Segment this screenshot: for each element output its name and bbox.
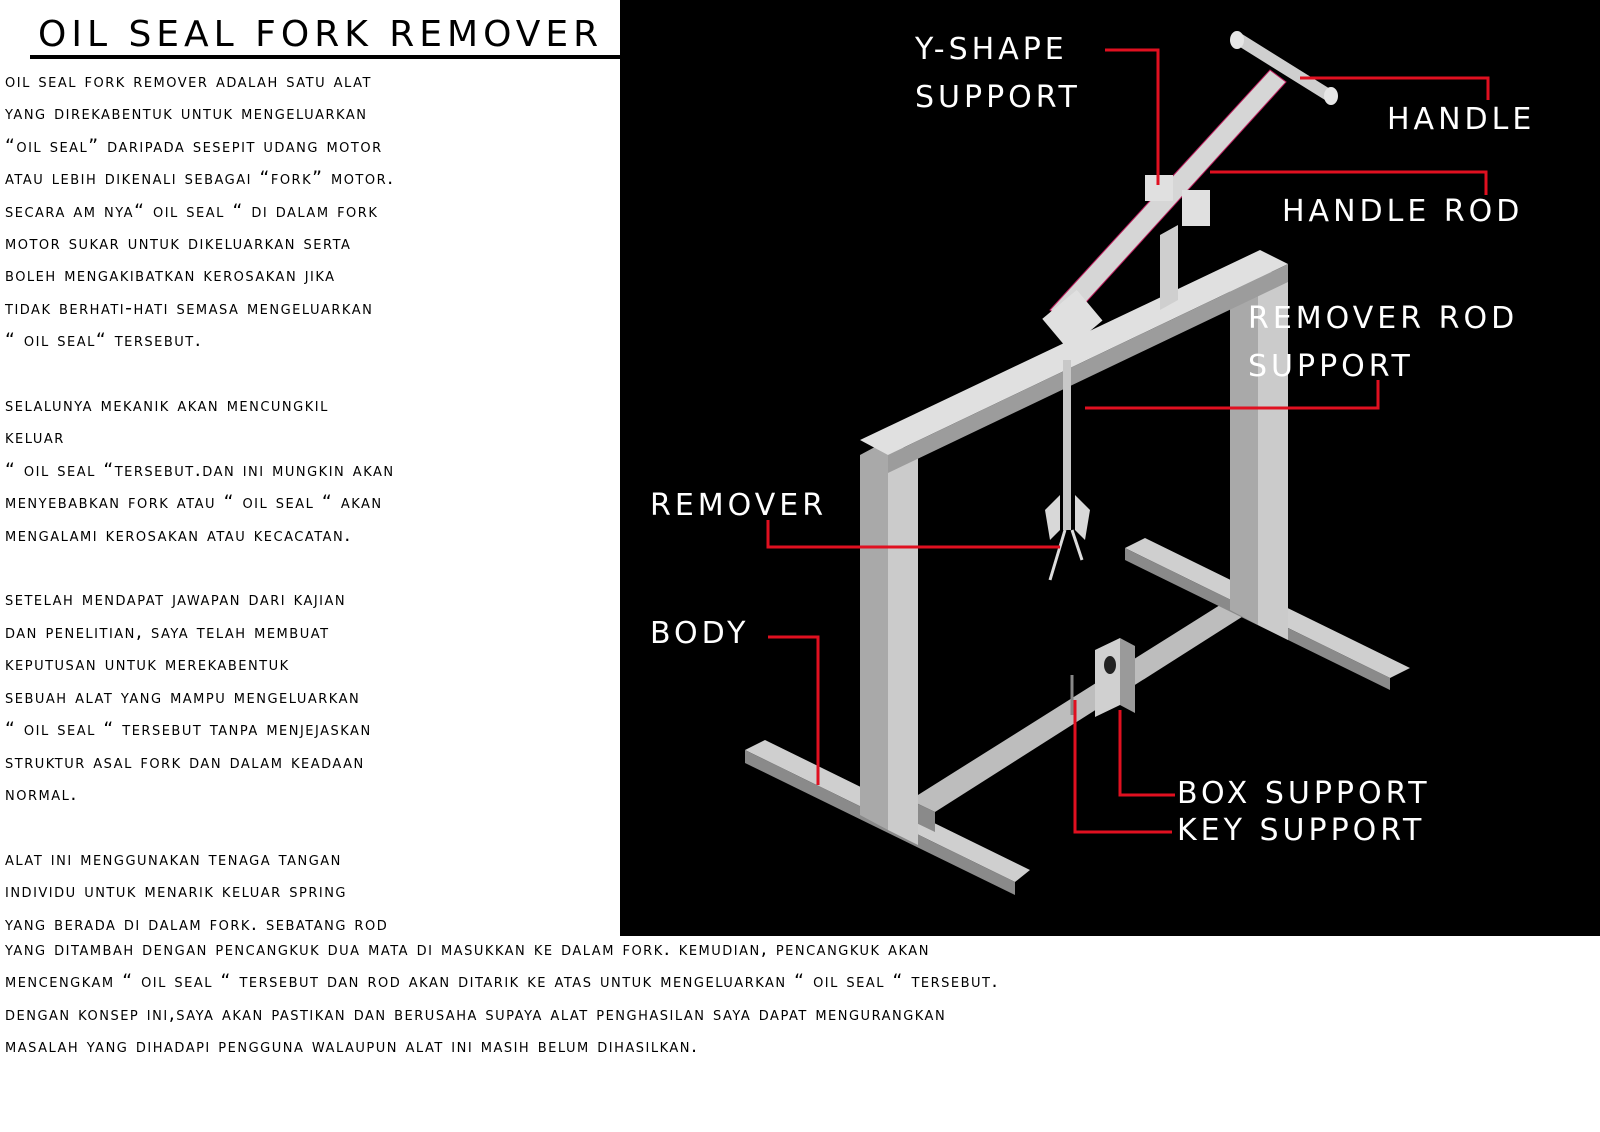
hook-right — [1075, 495, 1090, 540]
text-line: “ oil seal“ tersebut. — [5, 329, 203, 352]
leader-key-support — [1075, 700, 1172, 832]
label-body: BODY — [650, 616, 750, 651]
box-support-side — [1120, 638, 1135, 713]
y-support-head-2 — [1182, 190, 1210, 226]
paragraph-1 — [5, 65, 620, 357]
box-support-hole — [1104, 656, 1116, 674]
text-line: “ oil seal “ tersebut tanpa menjejaskan — [5, 718, 372, 741]
text-line: keputusan untuk merekabentuk — [5, 653, 290, 676]
text-line: alat ini menggunakan tenaga tangan — [5, 847, 342, 870]
text-line: yang direkabentuk untuk mengeluarkan — [5, 102, 368, 125]
label-key-support: KEY SUPPORT — [1177, 813, 1426, 848]
text-line: dengan konsep ini,saya akan pastikan dan berusaha supaya alat penghasilan saya dapat mengurangkan — [5, 1002, 947, 1025]
paragraph-4 — [5, 843, 620, 940]
leader-box-support — [1120, 710, 1175, 795]
label-line: SUPPORT — [1248, 349, 1414, 384]
text-line: individu untuk menarik keluar spring — [5, 880, 348, 903]
label-box-support: BOX SUPPORT — [1177, 776, 1431, 811]
text-line: yang berada di dalam fork. sebatang rod — [5, 912, 389, 935]
label-remover: REMOVER — [650, 488, 828, 523]
label-handle-rod: HANDLE ROD — [1282, 194, 1524, 229]
continuation-text — [5, 933, 1600, 1063]
label-line: REMOVER ROD — [1248, 301, 1519, 336]
post — [1160, 225, 1178, 310]
text-line: “ oil seal “tersebut.dan ini mungkin akan — [5, 458, 395, 481]
left-upright-side — [860, 440, 888, 830]
diagram-panel — [620, 0, 1600, 936]
label-line: SUPPORT — [915, 80, 1081, 115]
paragraph-3 — [5, 583, 620, 810]
text-line: oil seal fork remover adalah satu alat — [5, 70, 372, 92]
text-line: keluar — [5, 426, 65, 449]
text-line: normal. — [5, 782, 78, 805]
text-line: masalah yang dihadapi pengguna walaupun alat ini masih belum dihasilkan. — [5, 1035, 699, 1058]
text-line: dan penelitian, saya telah membuat — [5, 620, 330, 643]
leader-y-shape-support — [1105, 50, 1158, 185]
text-line: atau lebih dikenali sebagai “fork” motor. — [5, 167, 395, 190]
text-line: secara am nya“ oil seal “ di dalam fork — [5, 199, 379, 222]
text-line: tidak berhati-hati semasa mengeluarkan — [5, 296, 374, 319]
top-beam-top — [860, 250, 1288, 455]
text-line: struktur asal fork dan dalam keadaan — [5, 750, 365, 773]
text-line: mencengkam “ oil seal “ tersebut dan rod akan ditarik ke atas untuk mengeluarkan “ oil seal “ tersebut. — [5, 970, 1000, 993]
label-y-shape-support — [915, 26, 1081, 122]
text-line: selalunya mekanik akan mencungkil — [5, 394, 329, 417]
text-line: setelah mendapat jawapan dari kajian — [5, 588, 347, 611]
t-handle-end-2 — [1324, 87, 1338, 105]
t-handle-end-1 — [1230, 31, 1244, 49]
label-remover-rod-support — [1248, 295, 1518, 391]
t-handle — [1232, 34, 1335, 100]
label-line: Y-SHAPE — [915, 32, 1068, 67]
remover-rod — [1063, 360, 1071, 530]
label-handle: HANDLE — [1387, 102, 1536, 137]
text-line: “oil seal” daripada sesepit udang motor — [5, 134, 383, 157]
text-line: sebuah alat yang mampu mengeluarkan — [5, 685, 361, 708]
hook-left — [1045, 495, 1060, 540]
text-line: boleh mengakibatkan kerosakan jika — [5, 264, 336, 287]
text-line: motor sukar untuk dikeluarkan serta — [5, 232, 352, 255]
left-upright-front — [888, 440, 918, 845]
text-line: mengalami kerosakan atau kecacatan. — [5, 523, 352, 546]
intro-text — [5, 65, 620, 972]
paragraph-2 — [5, 389, 620, 551]
text-line: yang ditambah dengan pencangkuk dua mata di masukkan ke dalam fork. kemudian, pencangkuk akan — [5, 938, 930, 960]
page-title: OIL SEAL FORK REMOVER — [38, 14, 604, 55]
box-support — [1095, 638, 1120, 717]
text-line: menyebabkan fork atau “ oil seal “ akan — [5, 491, 383, 514]
